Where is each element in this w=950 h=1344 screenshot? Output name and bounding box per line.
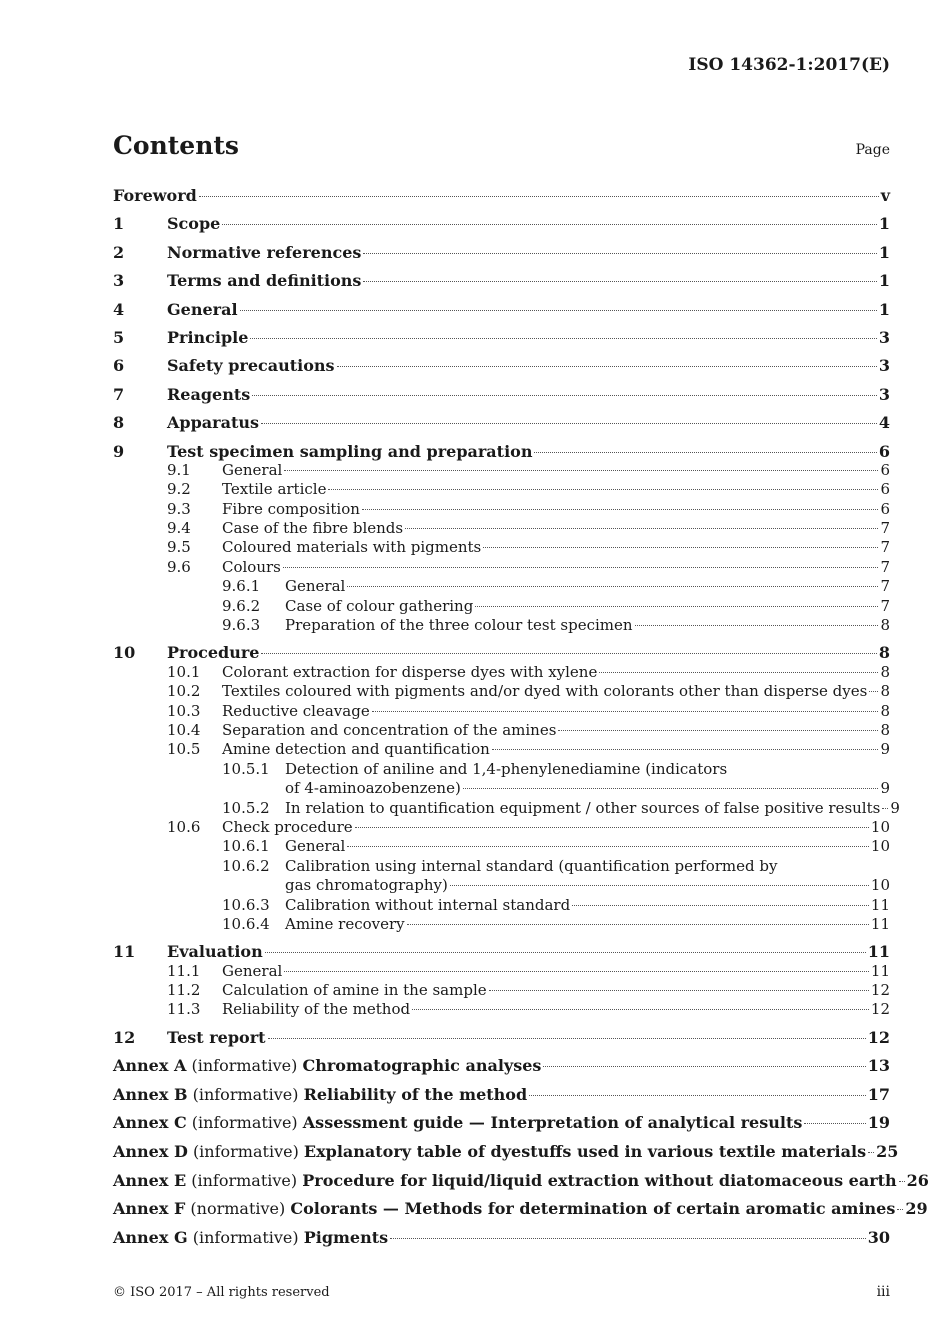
section-number: 10.4	[167, 720, 201, 739]
annex-label: Annex D	[113, 1142, 188, 1162]
leader-dots	[268, 1038, 866, 1039]
toc-entry-subsection[interactable]	[113, 962, 890, 981]
toc-page-number: 7	[880, 519, 890, 538]
toc-entry-subsection[interactable]	[113, 538, 890, 557]
toc-page-number: 6	[880, 480, 890, 499]
toc-entry-label: Preparation of the three colour test specimen	[285, 616, 633, 635]
toc-page-number: 10	[870, 876, 890, 895]
toc-entry-label: Scope	[167, 214, 221, 234]
section-number: 10.3	[167, 701, 201, 720]
toc-page-number: 6	[880, 460, 890, 479]
toc-entry-label: Calibration using internal standard (quantification performed by	[285, 856, 778, 875]
toc-entry-label: Check procedure	[222, 817, 353, 836]
toc-page-number: 9	[890, 798, 900, 817]
section-number: 9.6.3	[222, 616, 261, 635]
toc-page-number: 13	[867, 1056, 890, 1076]
toc-page-number: 26	[906, 1170, 929, 1190]
toc-entry-subsection[interactable]	[113, 702, 890, 721]
toc-page-number: 19	[867, 1113, 890, 1133]
toc-page-number: 7	[880, 577, 890, 596]
toc-entry-label: Reductive cleavage	[222, 701, 370, 720]
toc-entry-label: In relation to quantification equipment / other sources of false positive results	[285, 798, 881, 817]
toc-page-number: 4	[878, 413, 890, 433]
toc-entry-section[interactable]	[113, 243, 890, 271]
leader-dots	[412, 1009, 869, 1010]
leader-dots	[635, 625, 879, 626]
toc-entry-label: Test specimen sampling and preparation	[167, 441, 533, 461]
toc-entry-subsubsection[interactable]	[113, 798, 900, 818]
leader-dots	[483, 547, 878, 548]
toc-entry-continuation[interactable]	[113, 876, 890, 895]
toc-page-number: 11	[870, 961, 890, 980]
leader-dots	[363, 253, 876, 254]
toc-page-number: 8	[880, 662, 890, 681]
leader-dots	[261, 653, 876, 654]
section-number: 10.5.2	[222, 798, 270, 817]
toc-page-number: 7	[880, 538, 890, 557]
toc-entry-label: Safety precautions	[167, 356, 335, 376]
leader-dots	[897, 1209, 903, 1210]
toc-entry-subsection[interactable]	[113, 519, 890, 538]
toc-page-number: 11	[870, 895, 890, 914]
toc-entry-subsection[interactable]	[113, 480, 890, 499]
toc-entry-section[interactable]	[113, 356, 890, 384]
toc-entry-subsubsection[interactable]	[113, 577, 890, 596]
section-number: 9.6.2	[222, 596, 261, 615]
toc-page-number: 1	[878, 242, 890, 262]
leader-dots	[390, 1238, 866, 1239]
annex-kind: (informative)	[192, 1142, 299, 1162]
section-number: 12	[113, 1027, 136, 1047]
leader-dots	[534, 452, 876, 453]
toc-page-number: 10	[870, 837, 890, 856]
toc-entry-section[interactable]	[113, 271, 890, 299]
section-number: 9.1	[167, 460, 191, 479]
section-number: 9.5	[167, 538, 191, 557]
toc-entry-subsection[interactable]	[113, 558, 890, 577]
toc-page-number: 6	[878, 441, 890, 461]
leader-dots	[362, 509, 879, 510]
toc-page-number: 8	[880, 682, 890, 701]
toc-entry-label: Normative references	[167, 242, 362, 262]
annex-kind: (informative)	[191, 1113, 298, 1133]
toc-page-number: 30	[867, 1227, 890, 1247]
toc-page-number: 11	[870, 914, 890, 933]
annex-title: Colorants — Methods for determination of certain aromatic amines	[290, 1199, 896, 1219]
leader-dots	[337, 366, 877, 367]
toc-page-number: 8	[878, 643, 890, 663]
toc-entry-subsection[interactable]	[113, 663, 890, 682]
doc-id: ISO 14362-1:2017(E)	[688, 55, 890, 75]
leader-dots	[284, 971, 869, 972]
toc-entry-subsection[interactable]	[113, 981, 890, 1000]
footer-page-number: iii	[876, 1284, 890, 1300]
section-number: 9.6	[167, 557, 191, 576]
toc-page-number: 8	[880, 720, 890, 739]
annex-kind: (normative)	[190, 1199, 286, 1219]
leader-dots	[572, 905, 869, 906]
toc-page-number: 12	[870, 1000, 890, 1019]
leader-dots	[250, 338, 876, 339]
toc-entry-subsection[interactable]	[113, 461, 890, 480]
leader-dots	[882, 808, 888, 809]
leader-dots	[407, 924, 869, 925]
toc-entry-annex[interactable]	[113, 1170, 929, 1200]
toc-entry-label: Coloured materials with pigments	[222, 538, 482, 557]
section-number: 10.1	[167, 662, 201, 681]
table-of-contents	[113, 186, 929, 1256]
annex-title: Chromatographic analyses	[302, 1056, 542, 1076]
page-title: Contents	[113, 131, 240, 160]
toc-entry-label: Amine recovery	[285, 914, 405, 933]
toc-entry-label: Reliability of the method	[222, 1000, 411, 1019]
toc-page-number: 7	[880, 596, 890, 615]
toc-entry-label: Case of colour gathering	[285, 596, 474, 615]
section-number: 10.6	[167, 817, 201, 836]
toc-entry-label: Fibre composition	[222, 499, 360, 518]
toc-entry-section[interactable]	[113, 442, 890, 461]
toc-page-number: 3	[878, 384, 890, 404]
leader-dots	[558, 730, 878, 731]
leader-dots	[899, 1181, 905, 1182]
leader-dots	[284, 470, 878, 471]
annex-label: Annex E	[113, 1170, 187, 1190]
leader-dots	[475, 606, 878, 607]
annex-kind: (informative)	[192, 1227, 299, 1247]
annex-label: Annex C	[113, 1113, 187, 1133]
toc-entry-label: General	[222, 961, 283, 980]
toc-page-number: 1	[878, 271, 890, 291]
section-number: 11	[113, 942, 136, 962]
footer-copyright: © ISO 2017 – All rights reserved	[113, 1285, 330, 1300]
leader-dots	[355, 827, 869, 828]
toc-entry-label: Textile article	[222, 480, 327, 499]
toc-page-number: 10	[870, 817, 890, 836]
toc-page-number: 11	[867, 942, 890, 962]
toc-entry-label: Evaluation	[167, 942, 263, 962]
leader-dots	[363, 281, 876, 282]
leader-dots	[463, 788, 879, 789]
leader-dots	[529, 1095, 866, 1096]
annex-kind: (informative)	[191, 1170, 298, 1190]
toc-entry-annex[interactable]	[113, 1228, 890, 1257]
toc-entry-continuation[interactable]	[113, 779, 890, 798]
section-number: 10.5.1	[222, 759, 270, 778]
annex-title: Procedure for liquid/liquid extraction without diatomaceous earth	[302, 1170, 897, 1190]
toc-entry-section[interactable]	[113, 385, 890, 413]
toc-entry-label: General	[222, 460, 283, 479]
toc-entry-label: General	[285, 837, 346, 856]
toc-entry-label: Calibration without internal standard	[285, 895, 571, 914]
toc-entry-label: General	[285, 577, 346, 596]
section-number: 10.6.1	[222, 837, 270, 856]
toc-entry-subsection[interactable]	[113, 740, 890, 759]
section-number: 9.6.1	[222, 577, 261, 596]
toc-entry-label: Colours	[222, 557, 281, 576]
toc-entry-label: Test report	[167, 1027, 266, 1047]
section-number: 7	[113, 384, 125, 404]
leader-dots	[240, 310, 877, 311]
leader-dots	[347, 846, 869, 847]
toc-entry-subsubsection[interactable]	[113, 857, 890, 876]
toc-entry-subsubsection[interactable]	[113, 760, 890, 779]
leader-dots	[599, 672, 878, 673]
toc-page-number: 25	[876, 1142, 899, 1162]
section-number: 9.2	[167, 480, 191, 499]
toc-entry-label: Textiles coloured with pigments and/or dyed with colorants other than disperse dyes	[222, 682, 868, 701]
leader-dots	[869, 691, 878, 692]
leader-dots	[283, 567, 879, 568]
section-number: 11.1	[167, 961, 201, 980]
annex-title: Explanatory table of dyestuffs used in various textile materials	[303, 1142, 867, 1162]
toc-entry-label: Principle	[167, 327, 249, 347]
toc-page-number: 1	[878, 214, 890, 234]
leader-dots	[328, 489, 878, 490]
section-number: 2	[113, 242, 125, 262]
toc-entry-foreword[interactable]	[113, 186, 890, 214]
toc-entry-annex[interactable]	[113, 1113, 890, 1142]
section-number: 8	[113, 413, 125, 433]
toc-entry-subsection[interactable]	[113, 1000, 890, 1027]
leader-dots	[252, 395, 877, 396]
leader-dots	[543, 1066, 865, 1067]
toc-entry-subsubsection[interactable]	[113, 915, 890, 942]
toc-entry-label: Colorant extraction for disperse dyes with xylene	[222, 662, 598, 681]
toc-page-number: 3	[878, 356, 890, 376]
toc-entry-label: Foreword	[113, 186, 197, 205]
toc-entry-subsection[interactable]	[113, 818, 890, 837]
section-number: 6	[113, 356, 125, 376]
section-number: 11.2	[167, 981, 201, 1000]
toc-entry-label-cont: gas chromatography)	[285, 876, 448, 895]
toc-entry-section[interactable]	[113, 643, 890, 662]
toc-entry-subsubsection[interactable]	[113, 616, 890, 643]
annex-label: Annex B	[113, 1084, 188, 1104]
toc-entry-section[interactable]	[113, 942, 890, 961]
toc-page-number: 9	[880, 740, 890, 759]
section-number: 10.6.3	[222, 895, 270, 914]
toc-entry-annex[interactable]	[113, 1142, 899, 1171]
page-column-label: Page	[855, 142, 890, 158]
toc-entry-section[interactable]	[113, 300, 890, 328]
toc-page-number: 17	[867, 1084, 890, 1104]
section-number: 11.3	[167, 1000, 201, 1019]
section-number: 5	[113, 327, 125, 347]
toc-page-number: 6	[880, 499, 890, 518]
annex-label: Annex F	[113, 1199, 186, 1219]
toc-page-number: 3	[878, 327, 890, 347]
toc-entry-label: Procedure	[167, 643, 260, 663]
annex-title: Reliability of the method	[303, 1084, 528, 1104]
section-number: 10.6.4	[222, 914, 270, 933]
leader-dots	[450, 885, 869, 886]
toc-entry-subsection[interactable]	[113, 721, 890, 740]
section-number: 9.3	[167, 499, 191, 518]
leader-dots	[199, 196, 879, 197]
leader-dots	[492, 749, 879, 750]
toc-entry-label: Separation and concentration of the amines	[222, 720, 557, 739]
toc-page-number: 12	[867, 1027, 890, 1047]
toc-entry-subsubsection[interactable]	[113, 837, 890, 856]
toc-entry-label-cont: of 4-aminoazobenzene)	[285, 779, 461, 798]
toc-page-number: 29	[905, 1199, 928, 1219]
toc-page-number: 9	[880, 779, 890, 798]
leader-dots	[222, 224, 877, 225]
toc-entry-label: Detection of aniline and 1,4-phenylenediamine (indicators	[285, 759, 728, 778]
annex-title: Pigments	[303, 1227, 389, 1247]
toc-entry-subsection[interactable]	[113, 682, 890, 701]
toc-entry-subsection[interactable]	[113, 500, 890, 519]
toc-entry-annex[interactable]	[113, 1085, 890, 1114]
toc-entry-label: Amine detection and quantification	[222, 740, 490, 759]
annex-title: Assessment guide — Interpretation of analytical results	[302, 1113, 803, 1133]
leader-dots	[347, 586, 878, 587]
toc-entry-section[interactable]	[113, 328, 890, 356]
toc-entry-label: General	[167, 299, 238, 319]
leader-dots	[405, 528, 878, 529]
annex-kind: (informative)	[192, 1084, 299, 1104]
section-number: 1	[113, 214, 125, 234]
toc-entry-section[interactable]	[113, 413, 890, 441]
leader-dots	[372, 711, 879, 712]
toc-entry-section[interactable]	[113, 214, 890, 242]
toc-entry-label: Terms and definitions	[167, 271, 362, 291]
leader-dots	[265, 952, 866, 953]
toc-entry-label: Apparatus	[167, 413, 259, 433]
annex-label: Annex A	[113, 1056, 187, 1076]
leader-dots	[868, 1152, 874, 1153]
annex-label: Annex G	[113, 1227, 188, 1247]
toc-entry-subsubsection[interactable]	[113, 597, 890, 616]
section-number: 4	[113, 299, 125, 319]
section-number: 10.5	[167, 740, 201, 759]
section-number: 3	[113, 271, 125, 291]
leader-dots	[261, 423, 877, 424]
toc-page-number: 1	[878, 299, 890, 319]
toc-entry-annex[interactable]	[113, 1199, 928, 1228]
toc-entry-annex[interactable]	[113, 1056, 890, 1085]
toc-entry-label: Reagents	[167, 384, 251, 404]
section-number: 10	[113, 643, 136, 663]
leader-dots	[489, 990, 869, 991]
toc-page-number: 8	[880, 616, 890, 635]
toc-entry-label: Calculation of amine in the sample	[222, 981, 487, 1000]
toc-entry-section[interactable]	[113, 1028, 890, 1056]
toc-page-number: v	[880, 186, 890, 205]
section-number: 9	[113, 441, 125, 461]
annex-kind: (informative)	[191, 1056, 298, 1076]
toc-entry-subsubsection[interactable]	[113, 896, 890, 915]
toc-page-number: 7	[880, 557, 890, 576]
section-number: 10.2	[167, 682, 201, 701]
leader-dots	[804, 1123, 865, 1124]
toc-page-number: 12	[870, 981, 890, 1000]
toc-entry-label: Case of the fibre blends	[222, 519, 404, 538]
section-number: 10.6.2	[222, 856, 270, 875]
section-number: 9.4	[167, 519, 191, 538]
toc-page-number: 8	[880, 701, 890, 720]
